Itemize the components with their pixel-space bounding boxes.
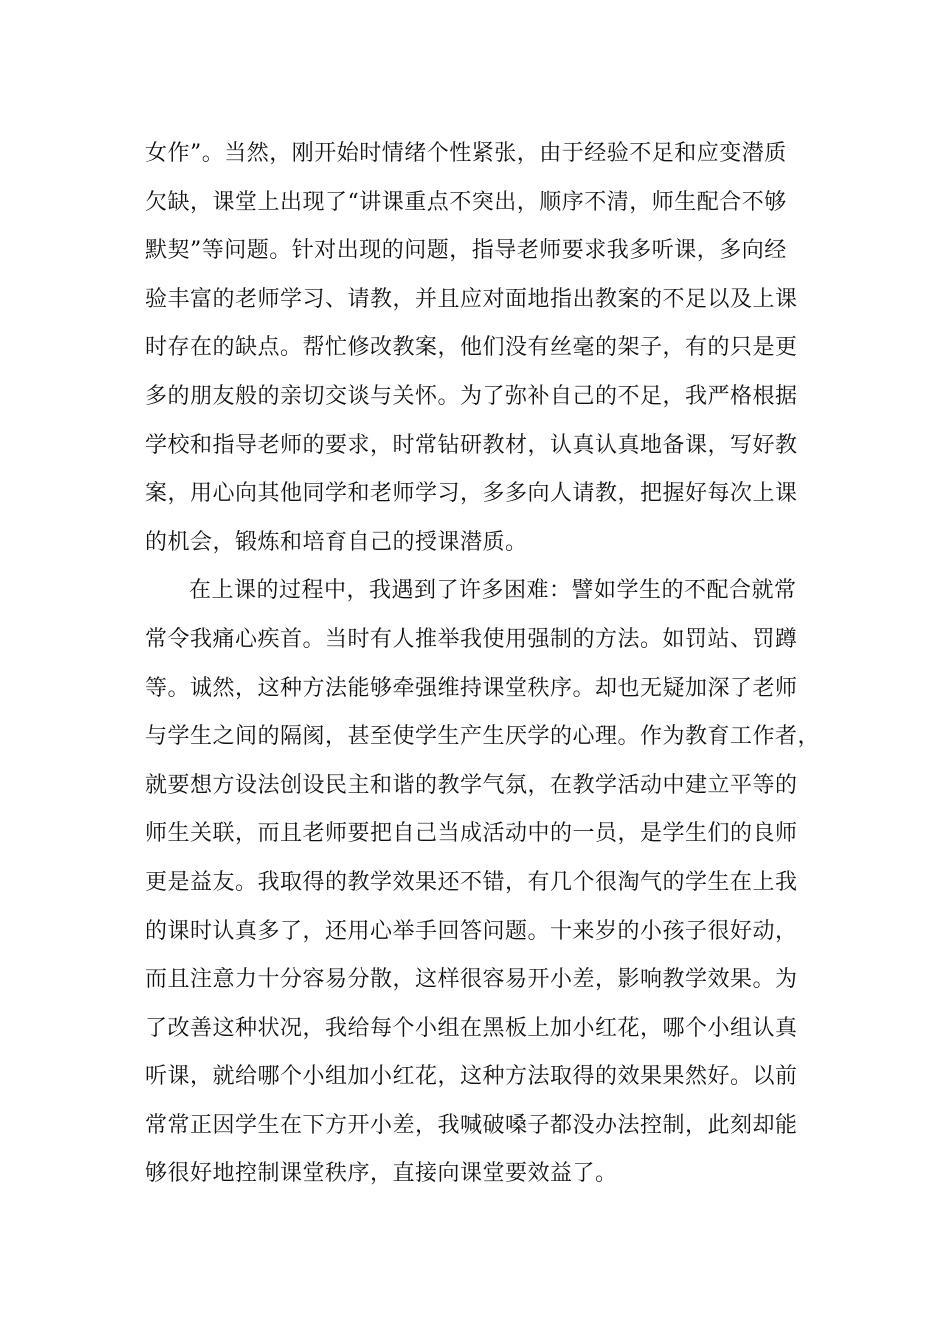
- text-line: 验丰富的老师学习、请教，并且应对面地指出教案的不足以及上课: [145, 286, 798, 312]
- text-line: 默契”等问题。针对出现的问题，指导老师要求我多听课，多向经: [145, 238, 787, 264]
- text-line: 就要想方设法创设民主和谐的教学气氛，在教学活动中建立平等的: [145, 772, 798, 798]
- text-line: 了改善这种状况，我给每个小组在黑板上加小红花，哪个小组认真: [145, 1015, 798, 1041]
- document-body: [145, 130, 825, 1199]
- text-line: 的机会，锻炼和培育自己的授课潜质。: [145, 529, 528, 555]
- text-line: 女作”。当然，刚开始时情绪个性紧张，由于经验不足和应变潜质: [145, 141, 787, 166]
- text-line: 的课时认真多了，还用心举手回答问题。十来岁的小孩子很好动，: [145, 918, 798, 944]
- text-line: 与学生之间的隔阂，甚至使学生产生厌学的心理。作为教育工作者，: [145, 724, 821, 750]
- text-line: 在上课的过程中，我遇到了许多困难：譬如学生的不配合就常: [189, 578, 797, 604]
- text-line: 常令我痛心疾首。当时有人推举我使用强制的方法。如罚站、罚蹲: [145, 626, 798, 652]
- text-line: 而且注意力十分容易分散，这样很容易开小差，影响教学效果。为: [145, 967, 798, 993]
- text-line: 更是益友。我取得的教学效果还不错，有几个很淘气的学生在上我: [145, 869, 798, 895]
- text-line: 多的朋友般的亲切交谈与关怀。为了弥补自己的不足，我严格根据: [145, 383, 798, 409]
- text-line: 够很好地控制课堂秩序，直接向课堂要效益了。: [145, 1161, 618, 1187]
- text-line: 等。诚然，这种方法能够牵强维持课堂秩序。却也无疑加深了老师: [145, 675, 798, 701]
- text-line: 时存在的缺点。帮忙修改教案，他们没有丝毫的架子，有的只是更: [145, 335, 798, 361]
- paragraph-2: [145, 567, 825, 1199]
- text-line: 常常正因学生在下方开小差，我喊破嗓子都没办法控制，此刻却能: [145, 1112, 798, 1138]
- text-line: 听课，就给哪个小组加小红花，这种方法取得的效果果然好。以前: [145, 1064, 798, 1090]
- text-line: 师生关联，而且老师要把自己当成活动中的一员，是学生们的良师: [145, 821, 798, 847]
- text-line: 学校和指导老师的要求，时常钻研教材，认真认真地备课，写好教: [145, 432, 798, 458]
- text-line: 欠缺，课堂上出现了“讲课重点不突出，顺序不清，师生配合不够: [145, 189, 787, 215]
- text-line: 案，用心向其他同学和老师学习，多多向人请教，把握好每次上课: [145, 481, 798, 507]
- paragraph-1: [145, 130, 825, 567]
